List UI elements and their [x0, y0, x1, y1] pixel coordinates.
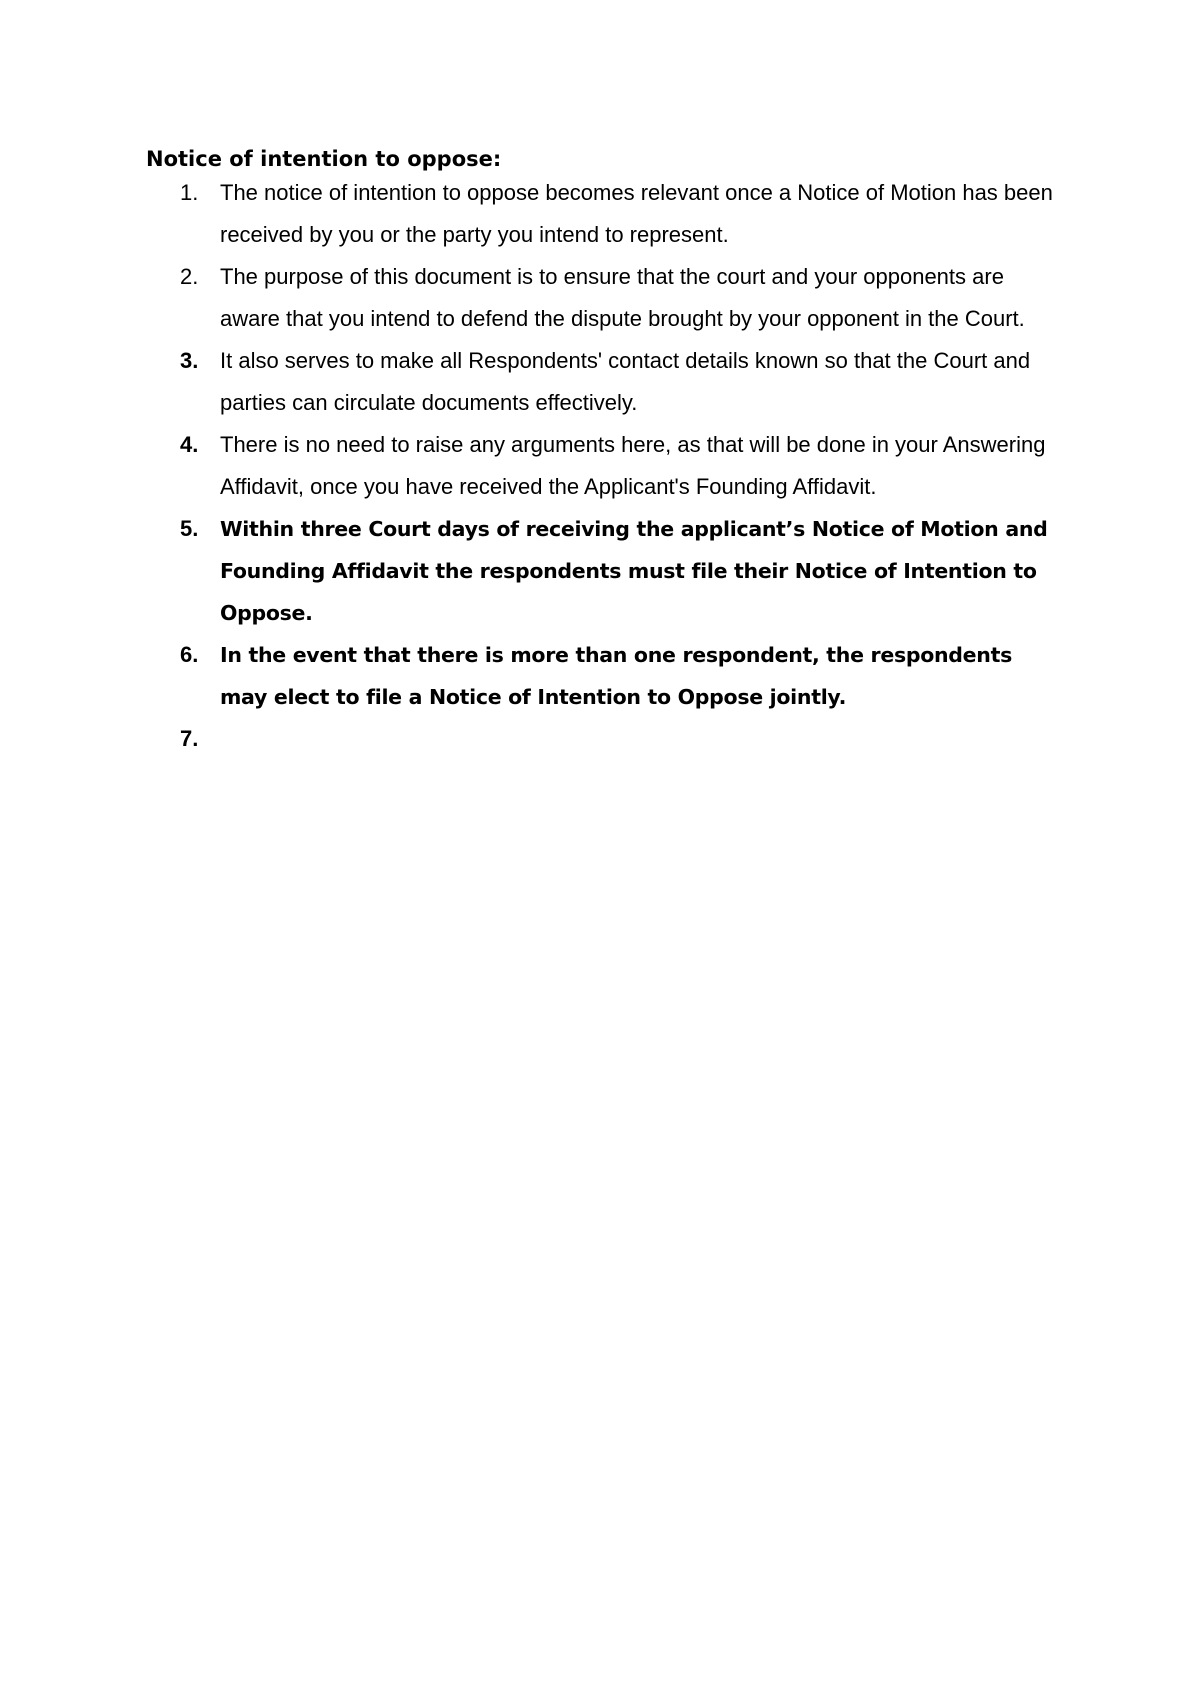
- numbered-list: [180, 172, 1060, 760]
- list-item-number: 5.: [180, 516, 199, 541]
- list-item: [180, 424, 1060, 508]
- list-item-text: Within three Court days of receiving the applicant’s Notice of Motion and Founding Affidavit the respondents must file their Notice of Intention to Oppose.: [220, 517, 1048, 625]
- list-item-text: It also serves to make all Respondents' contact details known so that the Court and parties can circulate documents effectively.: [220, 348, 1031, 415]
- list-item-text: The notice of intention to oppose becomes relevant once a Notice of Motion has been received by you or the party you intend to represent.: [220, 180, 1053, 247]
- list-item-number: 3.: [180, 348, 199, 373]
- list-item-number: 2.: [180, 264, 199, 289]
- list-item: [180, 340, 1060, 424]
- list-item-number: 4.: [180, 432, 199, 457]
- list-item-number: 7.: [180, 726, 199, 751]
- document-heading: Notice of intention to oppose:: [146, 147, 502, 171]
- list-item-number: 1.: [180, 180, 199, 205]
- list-item: [180, 256, 1060, 340]
- list-item-text: The purpose of this document is to ensure that the court and your opponents are aware that you intend to defend the dispute brought by your opponent in the Court.: [220, 264, 1025, 331]
- list-item: [180, 718, 1060, 760]
- list-item-number: 6.: [180, 642, 199, 667]
- list-item-text: [220, 718, 1060, 760]
- list-item: [180, 508, 1060, 634]
- list-item: [180, 172, 1060, 256]
- list-item-text: There is no need to raise any arguments here, as that will be done in your Answering Affidavit, once you have received the Applicant's Founding Affidavit.: [220, 432, 1046, 499]
- list-item-text: In the event that there is more than one respondent, the respondents may elect to file a Notice of Intention to Oppose jointly.: [220, 643, 1012, 709]
- list-item: [180, 634, 1060, 718]
